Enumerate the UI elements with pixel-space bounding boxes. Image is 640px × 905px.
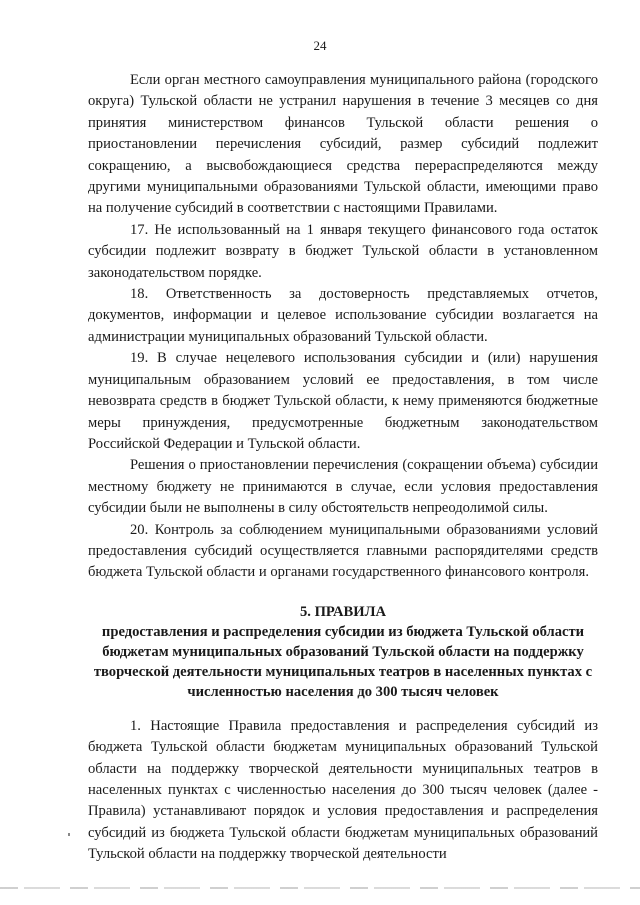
document-body: [88, 70, 598, 866]
paragraph-18-responsibility: 18. Ответственность за достоверность представляемых отчетов, документов, информации и целевое использование субсидии возлагается на администрации муниципальных образований Тульской области.: [88, 286, 598, 345]
paragraph-17-unused-balance: 17. Не использованный на 1 января текущего финансового года остаток субсидии подлежит возврату в бюджет Тульской области в установленном законодательством порядке.: [88, 221, 598, 281]
paragraph-force-majeure: Решения о приостановлении перечисления (сокращении объема) субсидии местному бюджету не принимаются в случае, если условия предоставления субсидии были не выполнены в силу обстоятельств непреодолимой силы.: [88, 457, 598, 517]
margin-mark: [68, 833, 70, 836]
paragraph-rules-1: 1. Настоящие Правила предоставления и распределения субсидий из бюджета Тульской области бюджетам муниципальных образований Тульской области на поддержку творческой деятельности муниципальных театров в населенных пунктах с численностью населения до 300 тысяч человек (далее - Правила) устанавливают порядок и условия предоставления и распределения субсидий из бюджета Тульской области бюджетам муниципальных образований Тульской области на поддержку творческой деятельности: [88, 717, 598, 863]
section-subtitle: предоставления и распределения субсидии из бюджета Тульской области бюджетам муниципальных образований Тульской области на поддержку творческой деятельности муниципальных театров в населенных пунктах с численностью населения до 300 тысяч человек: [93, 623, 593, 700]
scan-artifact-line: [0, 887, 640, 889]
paragraph-20-control: 20. Контроль за соблюдением муниципальными образованиями условий предоставления субсидий осуществляется главными распорядителями средств бюджета Тульской области и органами государственного финансового контроля.: [88, 521, 598, 581]
paragraph-violation-reduction: Если орган местного самоуправления муниципального района (городского округа) Тульской области не устранил нарушения в течение 3 месяцев со дня принятия министерством финансов Тульской области решения о приостановлении перечисления субсидий, размер субсидий подлежит сокращению, а высвобождающиеся средства перераспределяются между другими муниципальными образованиями Тульской области, имеющими право на получение субсидий в соответствии с настоящими Правилами.: [88, 72, 598, 217]
paragraph-19-misuse: 19. В случае нецелевого использования субсидии и (или) нарушения муниципальным образованием условий ее предоставления, в том числе невозврата средств в бюджет Тульской области, к нему применяются бюджетные меры принуждения, предусмотренные бюджетным законодательством Российской Федерации и Тульской области.: [88, 350, 598, 452]
section-heading: 5. ПРАВИЛА: [299, 603, 387, 620]
page-number: 24: [313, 38, 327, 53]
